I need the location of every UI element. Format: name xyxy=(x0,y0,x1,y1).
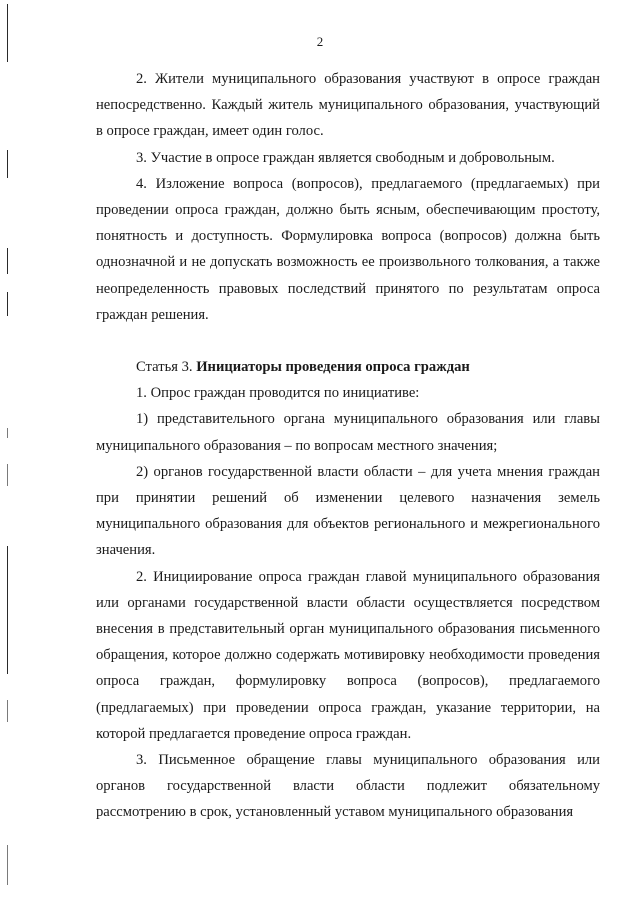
article-number: Статья 3. xyxy=(136,359,197,376)
paragraph: 2) органов государственной власти области – для учета мнения граждан при принятии решений об изменении целевого назначения земель муниципального образования для объектов регионального и межрегионального значения. xyxy=(96,463,600,559)
paragraph: 2. Жители муниципального образования участвуют в опросе граждан непосредственно. Каждый житель муниципального образования, участвующий в опросе граждан, имеет один голос. xyxy=(96,71,600,140)
document-body xyxy=(96,66,600,826)
scan-margin-mark xyxy=(7,292,8,316)
paragraph: 2. Инициирование опроса граждан главой муниципального образования или органами государственной власти области осуществляется посредством внесения в представительный орган муниципального образования письменного обращения, которое должно содержать мотивировку необходимости проведения опроса граждан, формулировку вопроса (вопросов), предлагаемого (предлагаемых) при проведении опроса граждан, указание территории, на которой предлагается проведение опроса граждан. xyxy=(96,568,600,742)
paragraph: 4. Изложение вопроса (вопросов), предлагаемого (предлагаемых) при проведении опроса граждан, должно быть ясным, обеспечивающим простоту, понятность и доступность. Формулировка вопроса (вопросов) должна быть однозначной и не допускать возможность ее произвольного толкования, а также неопределенность правовых последствий принятого по результатам опроса граждан решения. xyxy=(96,175,600,323)
paragraph: 3. Письменное обращение главы муниципального образования или органов государственной власти области подлежит обязательному рассмотрению в срок, установленный уставом муниципального образования xyxy=(96,752,600,821)
scan-margin-mark xyxy=(7,845,8,885)
scan-margin-mark xyxy=(7,464,8,486)
paragraph: 3. Участие в опросе граждан является свободным и добровольным. xyxy=(136,149,555,166)
scan-margin-mark xyxy=(7,4,8,62)
paragraph: 1) представительного органа муниципального образования или главы муниципального образования – по вопросам местного значения; xyxy=(96,411,600,454)
article-heading xyxy=(96,354,600,380)
scan-margin-mark xyxy=(7,150,8,178)
paragraph: 1. Опрос граждан проводится по инициативе: xyxy=(136,385,420,402)
scan-margin-mark xyxy=(7,546,8,674)
page-number: 2 xyxy=(316,34,324,49)
scan-margin-mark xyxy=(7,428,8,438)
scan-margin-mark xyxy=(7,700,8,722)
article-title: Инициаторы проведения опроса граждан xyxy=(196,359,470,376)
scan-margin-mark xyxy=(7,248,8,274)
